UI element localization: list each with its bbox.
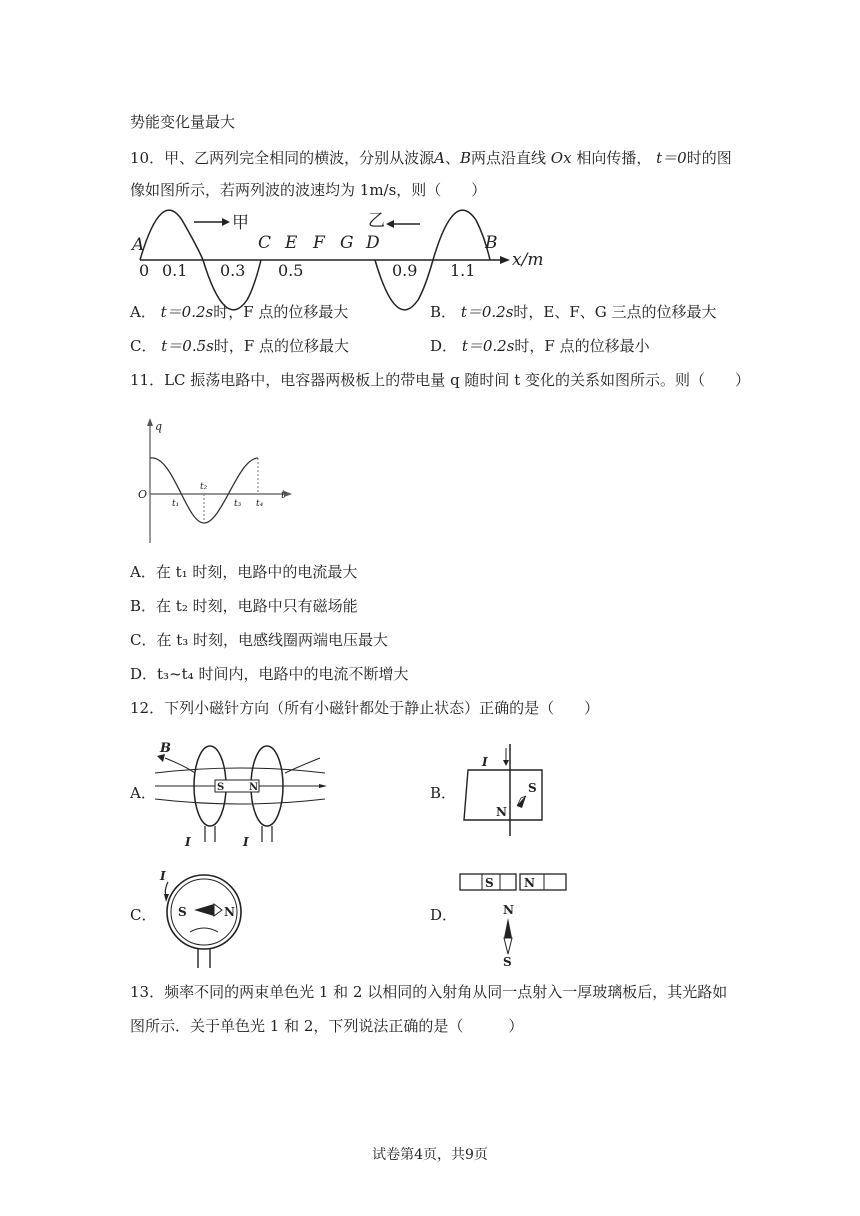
q12-figure-b-wire <box>460 740 580 840</box>
fig-b-S: S <box>528 781 537 795</box>
q12-option-c-label[interactable]: C． <box>130 906 157 924</box>
tick-1.1: 1.1 <box>450 261 476 280</box>
q12-figure-c-loop <box>158 869 258 972</box>
q11-t2: t₂ <box>200 482 208 492</box>
q11-stem: 11．LC 振荡电路中，电容器两极板上的带电量 q 随时间 t 变化的关系如图所示。则（ ） <box>130 371 750 389</box>
tick-0: 0 <box>139 261 150 280</box>
q11-lc-graph <box>138 418 298 548</box>
page-footer: 试卷第4页，共9页 <box>372 1147 488 1163</box>
q11-option-b[interactable]: B．在 t₂ 时刻，电路中只有磁场能 <box>130 597 358 615</box>
q11-option-c[interactable]: C．在 t₃ 时刻，电感线圈两端电压最大 <box>130 631 389 649</box>
fig-d-S2: S <box>503 955 512 969</box>
fig-d-N2: N <box>503 903 514 917</box>
fig-a-N: N <box>249 782 259 793</box>
q11-option-d[interactable]: D．t₃~t₄ 时间内，电路中的电流不断增大 <box>130 665 409 683</box>
q10-stem-line2: 像如图所示，若两列波的波速均为 1m/s，则（ ） <box>130 181 487 199</box>
q12-stem: 12．下列小磁针方向（所有小磁针都处于静止状态）正确的是（ ） <box>130 699 600 717</box>
q12-option-a-label[interactable]: A． <box>130 784 156 802</box>
tick-0.3: 0.3 <box>220 261 246 280</box>
q10-wave-figure <box>130 208 560 298</box>
q10-stem-line1: 10．甲、乙两列完全相同的横波，分别从波源A、B两点沿直线 Ox 相向传播， t＝0时的图 <box>130 149 732 167</box>
q11-x-label: t <box>281 488 286 501</box>
q12-option-b-label[interactable]: B． <box>430 784 457 802</box>
q12-figure-d-magnets <box>458 868 578 968</box>
q11-y-label: q <box>155 420 163 433</box>
q10-option-a[interactable]: A． t＝0.2s时，F 点的位移最大 <box>130 303 349 321</box>
fig-c-I: I <box>160 869 166 883</box>
point-A: A <box>132 235 145 255</box>
tick-0.1: 0.1 <box>162 261 188 280</box>
point-D: D <box>366 233 380 253</box>
q13-stem-line1: 13．频率不同的两束单色光 1 和 2 以相同的入射角从同一点射入一厚玻璃板后，其光路如 <box>130 983 728 1001</box>
fig-a-I2: I <box>243 835 249 849</box>
tick-0.5: 0.5 <box>278 261 304 280</box>
q12-option-d-label[interactable]: D． <box>430 906 458 924</box>
wave-label-yi: 乙 <box>368 211 385 231</box>
q11-t4: t₄ <box>256 499 264 509</box>
fig-a-S: S <box>217 782 225 793</box>
q11-t1: t₁ <box>172 499 180 509</box>
fig-c-S: S <box>178 905 187 919</box>
fig-d-S: S <box>485 876 494 890</box>
fig-b-N: N <box>496 805 507 819</box>
fig-b-I: I <box>482 755 488 769</box>
fig-a-I1: I <box>185 835 191 849</box>
fig-d-N: N <box>524 876 535 890</box>
q10-option-c[interactable]: C． t＝0.5s时，F 点的位移最大 <box>130 337 350 355</box>
q11-t3: t₃ <box>234 499 242 509</box>
fig-a-B: B <box>160 741 171 756</box>
q12-figure-a-coils <box>155 738 355 848</box>
point-C: C <box>258 233 272 253</box>
fig-c-N: N <box>224 905 235 919</box>
point-F: F <box>313 233 325 253</box>
prev-question-tail: 势能变化量最大 <box>130 113 236 131</box>
point-B: B <box>485 233 498 253</box>
q10-option-d[interactable]: D． t＝0.2s时，F 点的位移最小 <box>430 337 650 355</box>
q10-option-b[interactable]: B． t＝0.2s时，E、F、G 三点的位移最大 <box>430 303 717 321</box>
point-E: E <box>285 233 298 253</box>
tick-0.9: 0.9 <box>392 261 418 280</box>
wave-label-jia: 甲 <box>232 213 249 233</box>
q11-origin: O <box>138 488 148 501</box>
point-G: G <box>340 233 354 253</box>
axis-label: x/m <box>512 250 544 270</box>
q11-option-a[interactable]: A．在 t₁ 时刻，电路中的电流最大 <box>130 563 358 581</box>
q13-stem-line2: 图所示．关于单色光 1 和 2，下列说法正确的是（ ） <box>130 1017 524 1035</box>
